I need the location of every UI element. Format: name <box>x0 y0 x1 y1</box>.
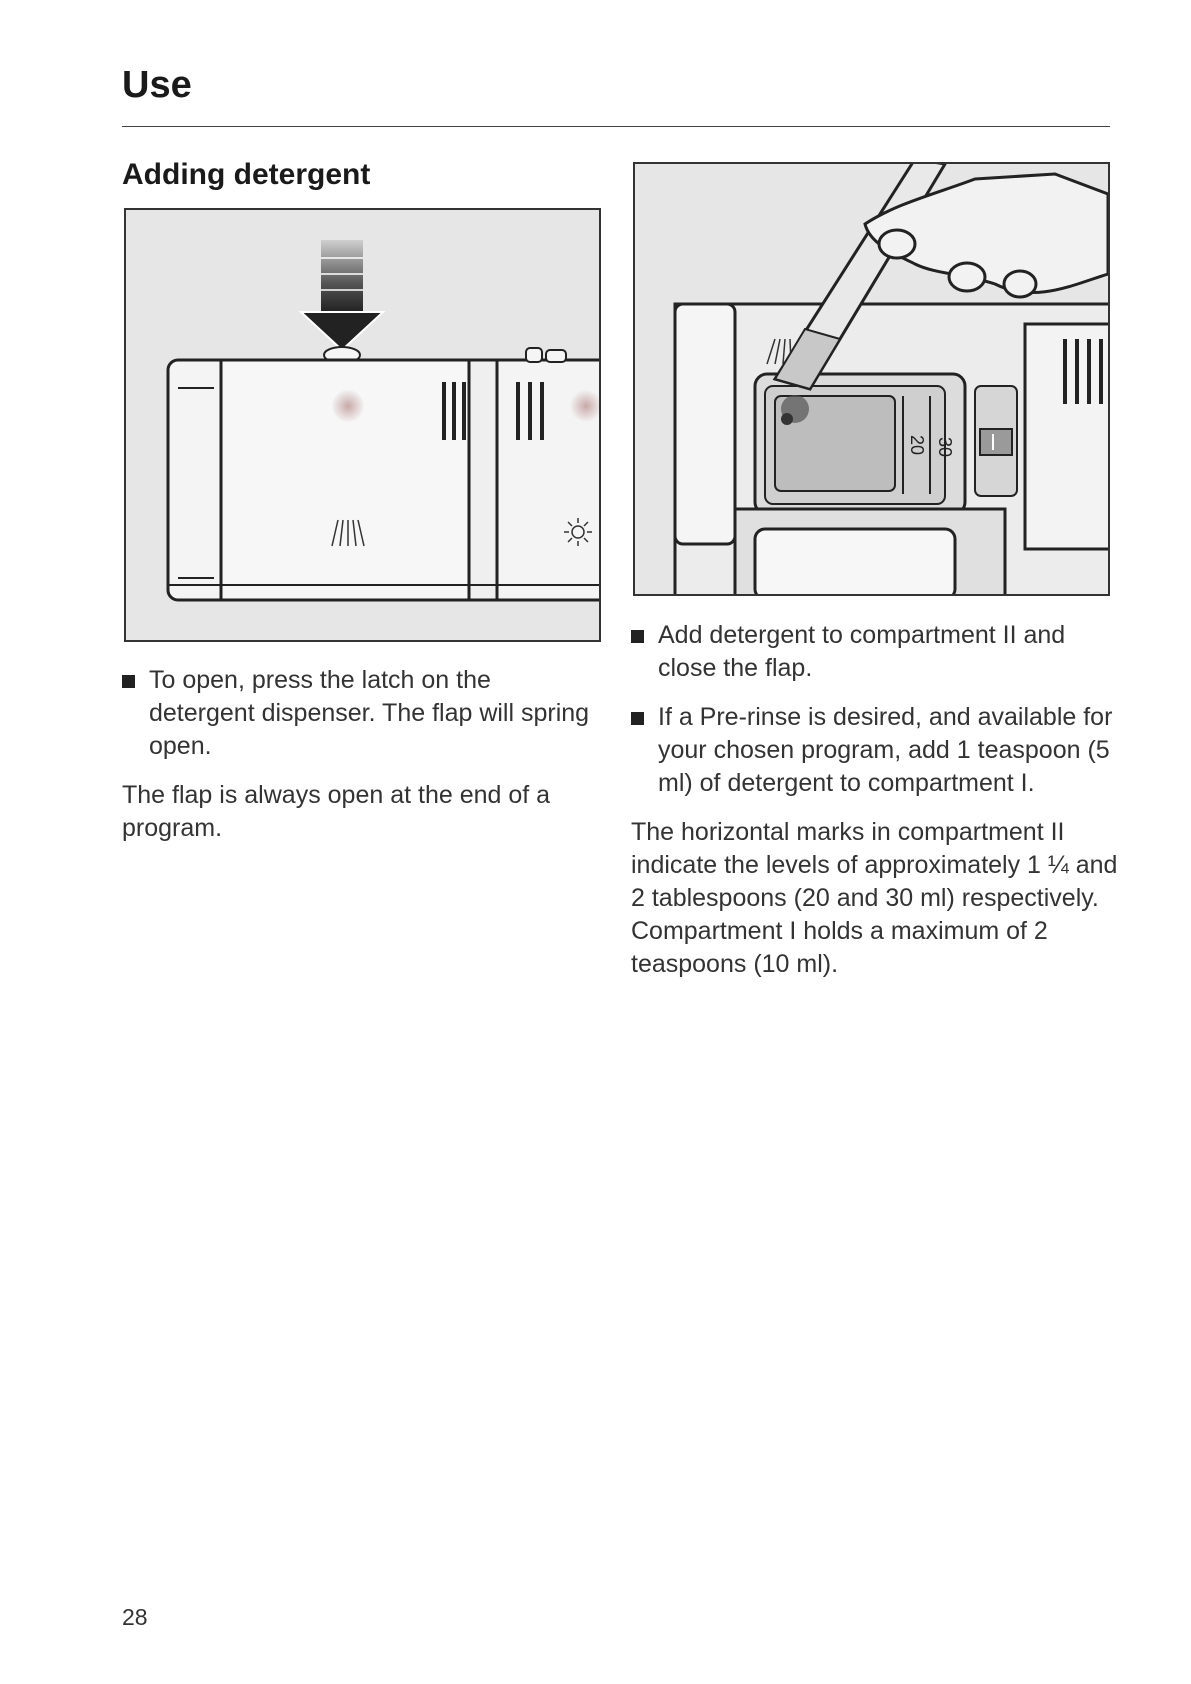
compartment-levels-note: The horizontal marks in compartment II indicate the levels of approximately 1 ¼ and 2 tablespoons (20 and 30 ml) respectively. Compartment I holds a maximum of 2 teaspoons (10 ml). <box>631 818 1118 978</box>
dispenser-latch-illustration <box>124 208 601 642</box>
level-mark-30: 30 <box>935 437 955 458</box>
add-detergent-illustration <box>633 162 1110 596</box>
open-dispenser-instruction: To open, press the latch on the detergent dispenser. The flap will spring open. <box>149 666 590 760</box>
dispenser-closed-drawing <box>126 210 599 640</box>
list-item <box>631 701 1121 800</box>
page-heading: Adding detergent <box>122 158 371 191</box>
header-divider <box>122 126 1110 127</box>
bullet-square-icon <box>631 630 644 643</box>
right-column-text <box>631 619 1121 981</box>
list-item <box>631 619 1121 685</box>
left-column-text <box>122 664 602 845</box>
level-mark-20: 20 <box>907 435 927 456</box>
bullet-square-icon <box>631 712 644 725</box>
dispenser-open-drawing <box>635 164 1108 594</box>
pre-rinse-instruction: If a Pre-rinse is desired, and available for your chosen program, add 1 teaspoon (5 ml) of detergent to compartment I. <box>658 703 1113 797</box>
add-detergent-instruction: Add detergent to compartment II and close the flap. <box>658 621 1066 682</box>
section-title: Use <box>122 64 192 106</box>
list-item <box>122 664 602 763</box>
flap-note: The flap is always open at the end of a program. <box>122 781 551 842</box>
page-number: 28 <box>122 1604 148 1630</box>
press-arrow-icon <box>301 240 383 350</box>
bullet-square-icon <box>122 675 135 688</box>
